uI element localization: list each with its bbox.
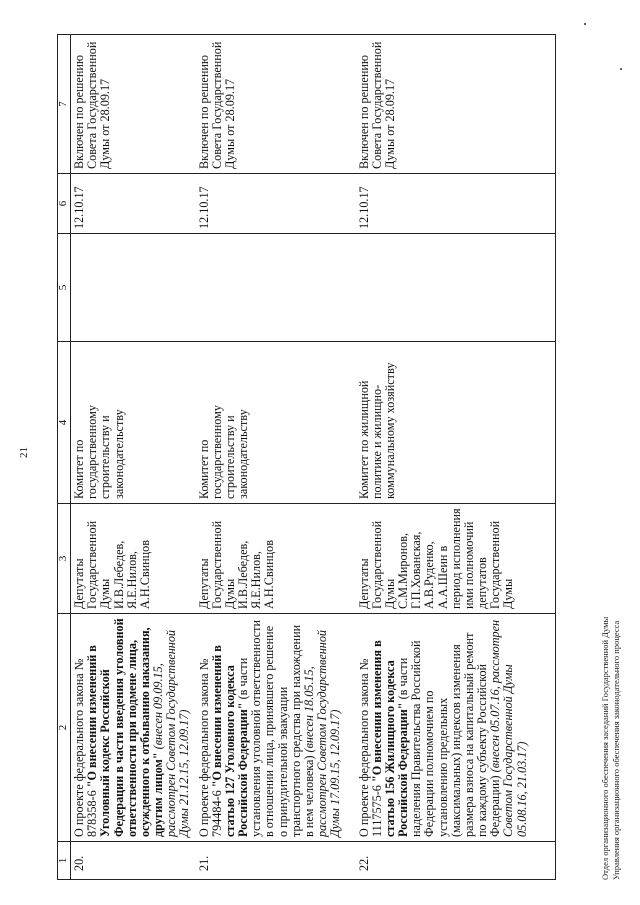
table-row: [196, 35, 356, 880]
column-5-cell: [356, 234, 556, 342]
consideration-date: 12.10.17: [71, 174, 196, 234]
page-footer: [600, 617, 621, 880]
column-header-3: 3: [58, 504, 71, 614]
responsible-committee: Комитет по государственному строительству и законодательству: [71, 342, 196, 504]
bill-history: (внесен 05.07.16, рассмотрен Советом Государственной Думы 05.08.16, 21.03.17): [488, 619, 529, 837]
bill-title: О проекте федерального закона № 1117575-6: [356, 658, 384, 837]
column-header-5: 5: [58, 234, 71, 342]
footer-directorate: Управления организационного обеспечения законодательного процесса: [610, 620, 621, 880]
page-number: 21: [18, 447, 30, 458]
responsible-committee: Комитет по жилищной политике и жилищно-коммунальному хозяйству: [356, 342, 556, 504]
responsible-committee: Комитет по государственному строительству и законодательству: [196, 342, 356, 504]
legislation-table: [57, 34, 556, 880]
column-header-1: 1: [58, 842, 71, 880]
row-number: 21.: [196, 842, 356, 880]
row-number: 20.: [71, 842, 196, 880]
inclusion-status: Включен по решению Совета Государственной Думы от 28.09.17: [196, 35, 356, 174]
bill-description: [356, 614, 556, 842]
table-row: [356, 35, 556, 880]
bill-scope: (в части наделения Правительства Российской Федерации полномочием по установлению предельных (максимальных) индексов изменения размера взноса на капитальный ремонт по каждому субъекту Российской Федерации): [396, 632, 503, 837]
column-header-6: 6: [58, 174, 71, 234]
column-5-cell: [71, 234, 196, 342]
scan-speck: [584, 23, 586, 25]
bill-subject: "О внесении изменений в статью 127 Уголовного кодекса Российской Федерации": [209, 645, 251, 837]
bill-history: (внесен 09.09.15, рассмотрен Советом Государственной Думы 21.12.15, 12.09.17): [151, 629, 192, 837]
bill-initiator: Депутаты Государственной Думы С.М.Миронов, Г.П.Хованская, А.В.Руденко, А.А.Шеин в период исполнения ими полномочий депутатов Государственной Думы: [356, 504, 556, 614]
bill-description: [196, 614, 356, 842]
column-header-4: 4: [58, 342, 71, 504]
bill-title: О проекте федерального закона № 878358-6: [72, 658, 100, 837]
bill-history: (внесен 18.05.15, рассмотрен Советом Государственной Думы 17.09.15, 12.09.17): [301, 629, 343, 837]
inclusion-status: Включен по решению Совета Государственной Думы от 28.09.17: [356, 35, 556, 174]
bill-subject: "О внесении изменений в Уголовный кодекс Российской Федерации в части введения уголовной ответственности при подмене лица, осужденного к отбыванию наказания, другим лицом": [85, 618, 166, 837]
column-header-7: 7: [58, 35, 71, 174]
row-number: 22.: [356, 842, 556, 880]
bill-initiator: Депутаты Государственной Думы И.В.Лебедев, Я.Е.Нилов, А.Н.Свинцов: [71, 504, 196, 614]
bill-subject: "О внесении изменения в статью 156 Жилищного кодекса Российской Федерации": [369, 640, 411, 837]
footer-department: Отдел организационного обеспечения заседаний Государственной Думы: [600, 616, 610, 880]
column-5-cell: [196, 234, 356, 342]
consideration-date: 12.10.17: [196, 174, 356, 234]
scan-speck: [620, 68, 622, 70]
column-number-row: [58, 35, 71, 880]
column-header-2: 2: [58, 614, 71, 842]
inclusion-status: Включен по решению Совета Государственной Думы от 28.09.17: [71, 35, 196, 174]
bill-description: [71, 614, 196, 842]
consideration-date: 12.10.17: [356, 174, 556, 234]
table-row: [71, 35, 196, 880]
bill-scope: (в части установления уголовной ответственности в отношении лица, принявшего решение о принудительной эвакуации транспортного средства при нахождении в нем человека): [236, 620, 316, 837]
bill-initiator: Депутаты Государственной Думы И.В.Лебедев, Я.Е.Нилов, А.Н.Свинцов: [196, 504, 356, 614]
bill-title: О проекте федерального закона № 794484-6: [196, 658, 224, 837]
